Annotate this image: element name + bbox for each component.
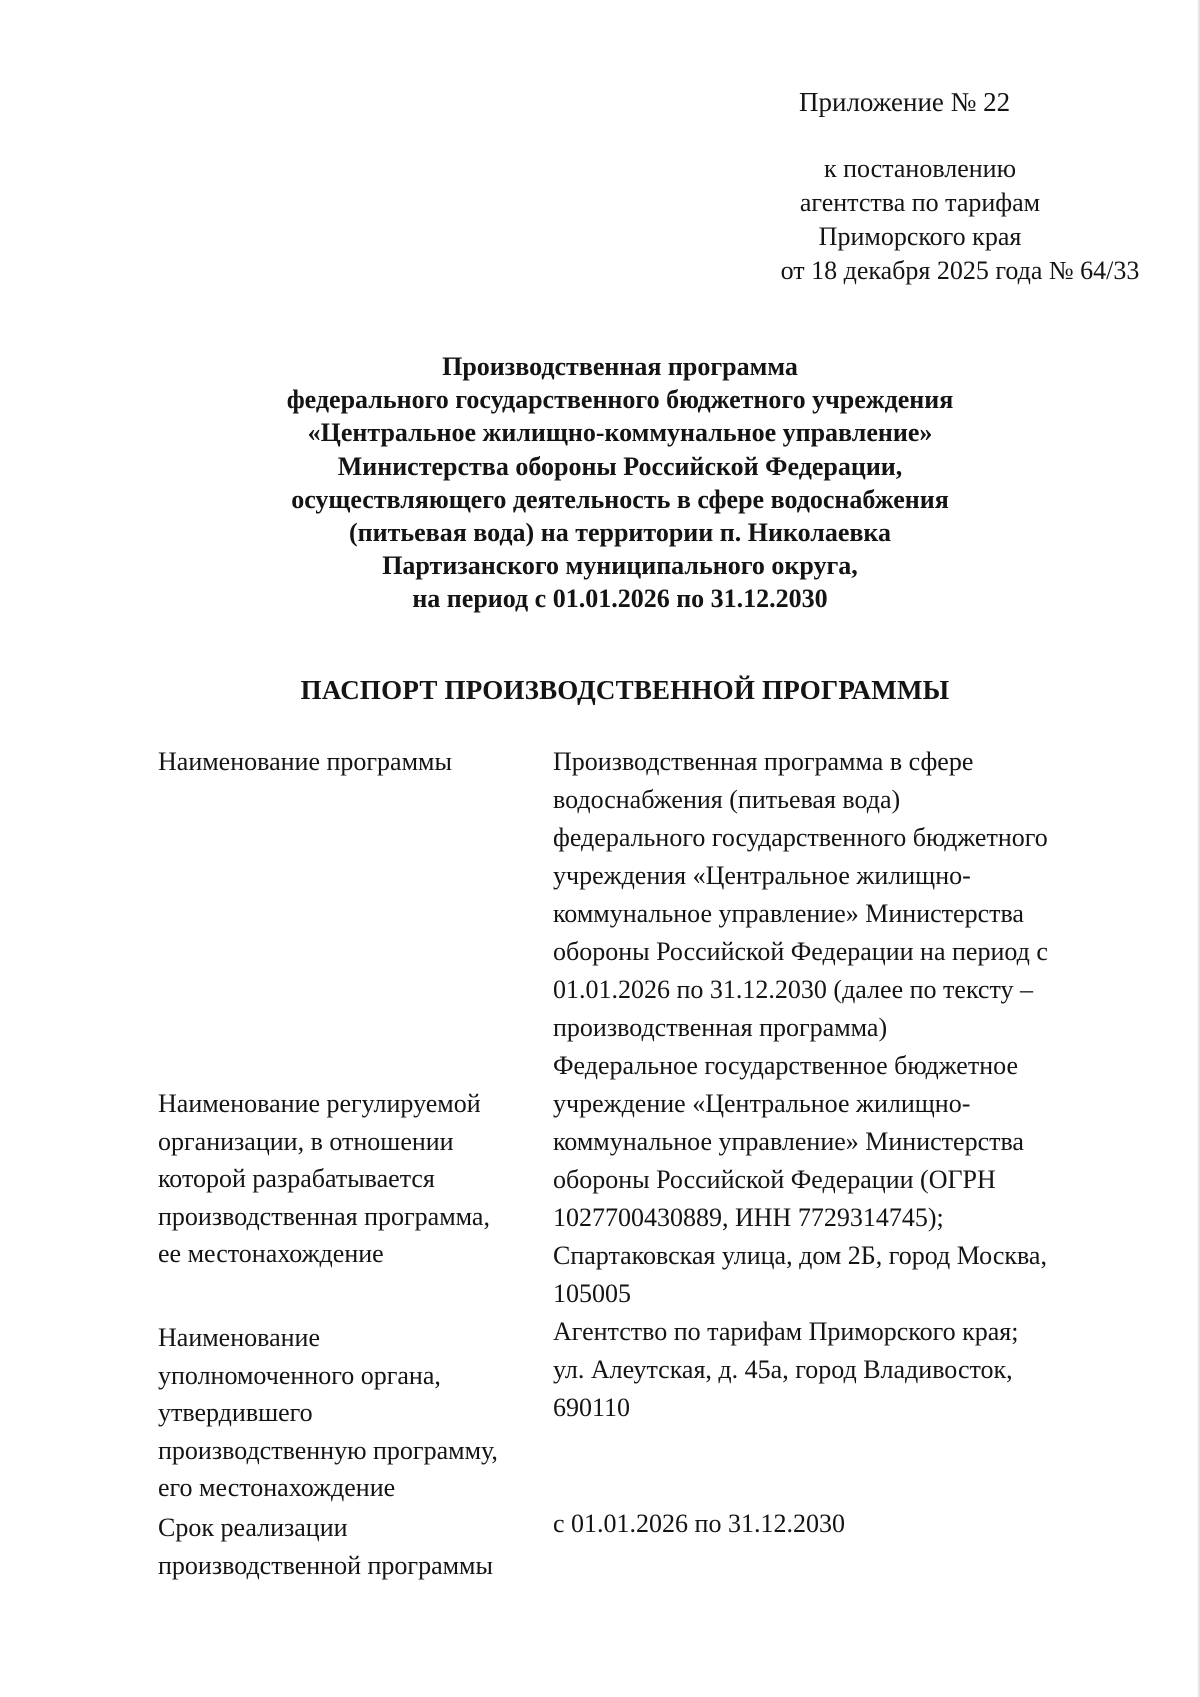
value-line: коммунальное управление» Министерства (553, 1127, 1024, 1156)
title-line: Партизанского муниципального округа, (382, 551, 858, 581)
value-line: учреждение «Центральное жилищно- (553, 1089, 971, 1118)
label-line: уполномоченного органа, (158, 1360, 441, 1390)
appendix-number: Приложение № 22 (799, 87, 1011, 117)
label-line: производственной программы (158, 1550, 493, 1580)
passport-row-value (553, 1313, 1113, 1427)
passport-row-value (553, 1505, 1113, 1543)
value-line: производственная программа) (553, 1013, 888, 1042)
value-line: 690110 (553, 1393, 631, 1422)
label-line: которой разрабатывается (158, 1164, 435, 1193)
value-line: с 01.01.2026 по 31.12.2030 (553, 1509, 845, 1538)
passport-row-value (553, 743, 1113, 1047)
value-line: Федеральное государственное бюджетное (553, 1051, 1018, 1080)
title-line: Производственная программа (442, 352, 798, 381)
value-line: 105005 (553, 1279, 631, 1308)
value-line: коммунальное управление» Министерства (553, 899, 1024, 928)
label-line: его местонахождение (158, 1473, 396, 1502)
label-line: утвердившего (158, 1398, 313, 1427)
label-line: производственную программу, (158, 1435, 498, 1465)
label-line: Наименование регулируемой (158, 1089, 481, 1118)
label-line: Срок реализации (158, 1513, 348, 1542)
value-line: ул. Алеутская, д. 45а, город Владивосток, (553, 1355, 1013, 1384)
document-title (190, 350, 1050, 616)
value-line: федерального государственного бюджетного (553, 823, 1048, 852)
value-line: Производственная программа в сфере (553, 747, 974, 776)
passport-row-label (158, 743, 548, 781)
title-line: «Центральное жилищно-коммунальное управление» (307, 418, 933, 448)
value-line: обороны Российской Федерации на период с (553, 937, 1048, 966)
label-line: производственная программа, (158, 1201, 490, 1231)
passport-row-label (158, 1509, 548, 1584)
passport-row-label (158, 1319, 548, 1507)
label-line: Наименование (158, 1323, 320, 1352)
appendix-line: агентства по тарифам (799, 188, 1041, 217)
value-line: Спартаковская улица, дом 2Б, город Москва, (553, 1241, 1047, 1270)
value-line: учреждения «Центральное жилищно- (553, 861, 971, 890)
appendix-line: Приморского края (818, 222, 1022, 251)
label-line: ее местонахождение (158, 1239, 384, 1268)
appendix-line: к постановлению (823, 154, 1017, 183)
passport-row-value (553, 1047, 1113, 1313)
value-line: обороны Российской Федерации (ОГРН (553, 1165, 996, 1194)
passport-row-label (158, 1085, 548, 1273)
title-line: Министерства обороны Российской Федерации, (337, 451, 903, 481)
title-line: на период с 01.01.2026 по 31.12.2030 (412, 584, 828, 614)
appendix-reference (640, 152, 1200, 288)
value-line: водоснабжения (питьевая вода) (553, 785, 901, 814)
label-line: Наименование программы (158, 747, 452, 776)
value-line: 1027700430889, ИНН 7729314745); (553, 1203, 944, 1232)
title-line: осуществляющего деятельность в сфере водоснабжения (291, 484, 949, 514)
value-line: 01.01.2026 по 31.12.2030 (далее по тексту – (553, 975, 1033, 1004)
title-line: федерального государственного бюджетного учреждения (286, 385, 954, 415)
appendix-date-line: от 18 декабря 2025 года № 64/33 (780, 256, 1140, 285)
title-line: (питьевая вода) на территории п. Николаевка (349, 518, 891, 548)
passport-heading: ПАСПОРТ ПРОИЗВОДСТВЕННОЙ ПРОГРАММЫ (300, 675, 950, 705)
label-line: организации, в отношении (158, 1126, 454, 1156)
value-line: Агентство по тарифам Приморского края; (553, 1317, 1019, 1346)
